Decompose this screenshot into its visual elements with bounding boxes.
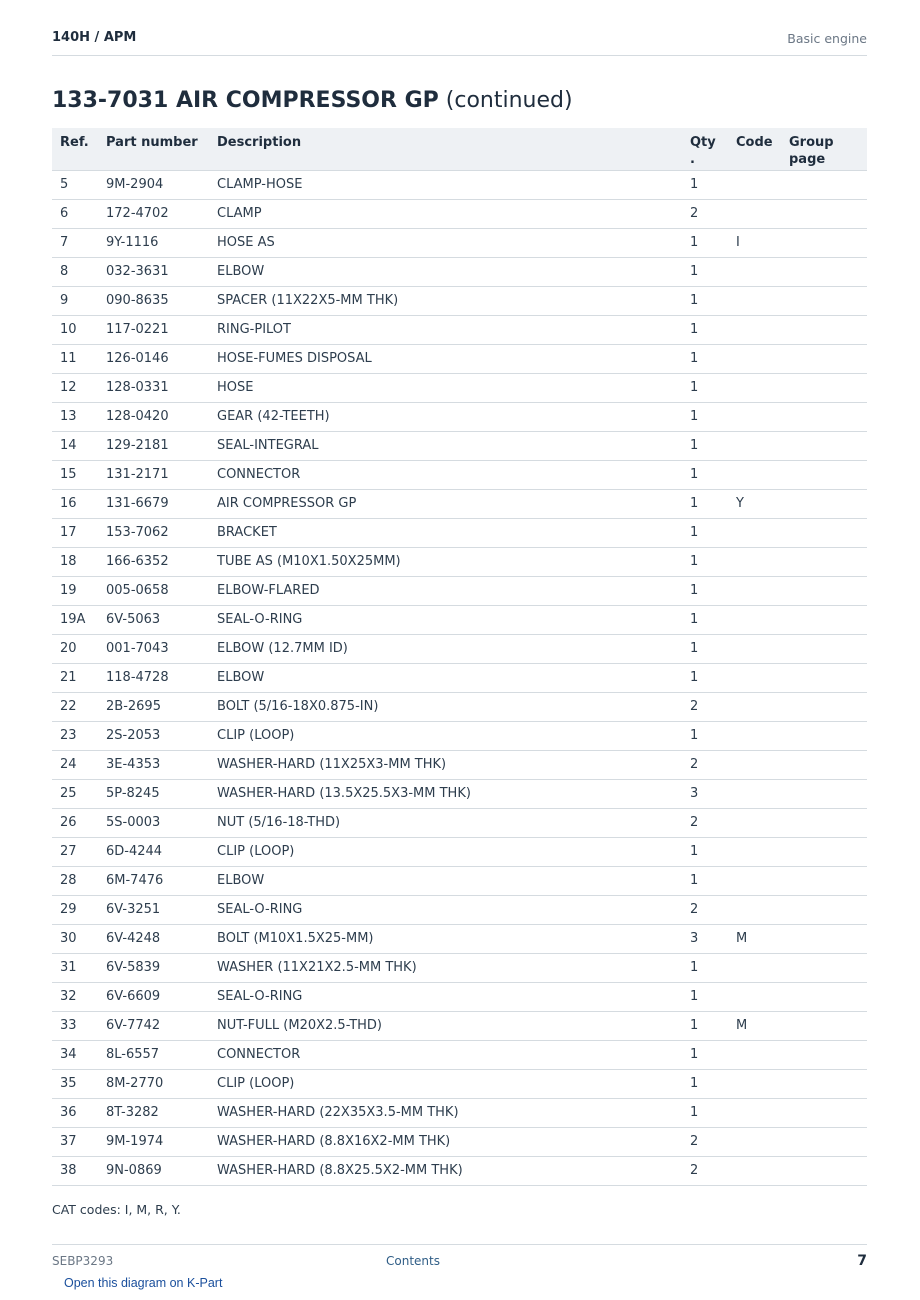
group-page-cell xyxy=(781,489,867,518)
group-page-cell xyxy=(781,837,867,866)
qty-cell: 1 xyxy=(682,866,728,895)
part-number-header: Part number xyxy=(98,128,209,170)
description-cell: WASHER-HARD (22X35X3.5-MM THK) xyxy=(209,1098,682,1127)
group-page-cell xyxy=(781,750,867,779)
code-header: Code xyxy=(728,128,781,170)
code-cell xyxy=(728,1040,781,1069)
description-cell: RING-PILOT xyxy=(209,315,682,344)
ref-cell: 23 xyxy=(52,721,98,750)
code-cell xyxy=(728,1156,781,1185)
code-cell: M xyxy=(728,1011,781,1040)
table-row xyxy=(52,924,867,953)
part-number-cell: 032-3631 xyxy=(98,257,209,286)
qty-cell: 2 xyxy=(682,808,728,837)
part-number-cell: 126-0146 xyxy=(98,344,209,373)
part-number-cell: 117-0221 xyxy=(98,315,209,344)
qty-cell: 2 xyxy=(682,692,728,721)
description-cell: CLIP (LOOP) xyxy=(209,721,682,750)
table-row xyxy=(52,547,867,576)
part-number-cell: 131-6679 xyxy=(98,489,209,518)
code-cell xyxy=(728,170,781,199)
code-cell xyxy=(728,576,781,605)
group-page-cell xyxy=(781,344,867,373)
code-cell xyxy=(728,547,781,576)
qty-cell: 2 xyxy=(682,895,728,924)
part-number-cell: 5S-0003 xyxy=(98,808,209,837)
description-cell: GEAR (42-TEETH) xyxy=(209,402,682,431)
ref-cell: 24 xyxy=(52,750,98,779)
table-row xyxy=(52,460,867,489)
group-page-cell xyxy=(781,721,867,750)
description-cell: SEAL-INTEGRAL xyxy=(209,431,682,460)
table-row xyxy=(52,431,867,460)
parts-table-body xyxy=(52,170,867,1185)
group-page-cell xyxy=(781,663,867,692)
description-cell: BRACKET xyxy=(209,518,682,547)
table-row xyxy=(52,866,867,895)
code-cell xyxy=(728,344,781,373)
assembly-title: 133-7031 AIR COMPRESSOR GP xyxy=(52,88,439,113)
qty-cell: 1 xyxy=(682,721,728,750)
kpart-diagram-link[interactable]: Open this diagram on K-Part xyxy=(64,1276,223,1290)
qty-cell: 1 xyxy=(682,837,728,866)
code-cell xyxy=(728,634,781,663)
qty-cell: 1 xyxy=(682,1098,728,1127)
group-page-cell xyxy=(781,228,867,257)
code-cell xyxy=(728,518,781,547)
group-page-cell xyxy=(781,402,867,431)
ref-cell: 5 xyxy=(52,170,98,199)
part-number-cell: 6V-7742 xyxy=(98,1011,209,1040)
part-number-cell: 090-8635 xyxy=(98,286,209,315)
code-cell xyxy=(728,982,781,1011)
table-row xyxy=(52,808,867,837)
code-cell xyxy=(728,315,781,344)
table-row xyxy=(52,1156,867,1185)
table-row xyxy=(52,257,867,286)
part-number-cell: 6M-7476 xyxy=(98,866,209,895)
ref-cell: 18 xyxy=(52,547,98,576)
description-cell: WASHER-HARD (13.5X25.5X3-MM THK) xyxy=(209,779,682,808)
part-number-cell: 2S-2053 xyxy=(98,721,209,750)
table-row xyxy=(52,779,867,808)
ref-cell: 7 xyxy=(52,228,98,257)
table-row xyxy=(52,663,867,692)
ref-cell: 17 xyxy=(52,518,98,547)
qty-cell: 3 xyxy=(682,924,728,953)
group-page-cell xyxy=(781,982,867,1011)
table-row xyxy=(52,489,867,518)
group-page-cell xyxy=(781,286,867,315)
description-cell: SEAL-O-RING xyxy=(209,605,682,634)
parts-table-header xyxy=(52,128,867,170)
description-cell: SPACER (11X22X5-MM THK) xyxy=(209,286,682,315)
qty-cell: 1 xyxy=(682,663,728,692)
part-number-cell: 172-4702 xyxy=(98,199,209,228)
ref-cell: 14 xyxy=(52,431,98,460)
table-row xyxy=(52,837,867,866)
code-cell xyxy=(728,692,781,721)
ref-cell: 19 xyxy=(52,576,98,605)
group-page-cell xyxy=(781,170,867,199)
qty-cell: 1 xyxy=(682,373,728,402)
qty-cell: 2 xyxy=(682,750,728,779)
ref-header: Ref. xyxy=(52,128,98,170)
group-page-cell xyxy=(781,199,867,228)
code-cell xyxy=(728,808,781,837)
description-cell: ELBOW (12.7MM ID) xyxy=(209,634,682,663)
part-number-cell: 153-7062 xyxy=(98,518,209,547)
group-page-cell xyxy=(781,1098,867,1127)
description-cell: HOSE AS xyxy=(209,228,682,257)
part-number-cell: 6V-5839 xyxy=(98,953,209,982)
description-cell: NUT-FULL (M20X2.5-THD) xyxy=(209,1011,682,1040)
code-cell xyxy=(728,257,781,286)
qty-cell: 2 xyxy=(682,1127,728,1156)
code-cell xyxy=(728,373,781,402)
group-page-cell xyxy=(781,924,867,953)
table-row xyxy=(52,750,867,779)
code-cell xyxy=(728,895,781,924)
group-page-cell xyxy=(781,953,867,982)
group-page-cell xyxy=(781,373,867,402)
part-number-cell: 9M-1974 xyxy=(98,1127,209,1156)
ref-cell: 33 xyxy=(52,1011,98,1040)
page-number: 7 xyxy=(857,1253,867,1269)
table-row xyxy=(52,692,867,721)
group-page-cell xyxy=(781,576,867,605)
table-row xyxy=(52,286,867,315)
qty-cell: 1 xyxy=(682,431,728,460)
description-cell: BOLT (M10X1.5X25-MM) xyxy=(209,924,682,953)
ref-cell: 10 xyxy=(52,315,98,344)
part-number-cell: 6D-4244 xyxy=(98,837,209,866)
description-cell: SEAL-O-RING xyxy=(209,982,682,1011)
part-number-cell: 8M-2770 xyxy=(98,1069,209,1098)
breadcrumb: 140H / APM xyxy=(52,30,137,45)
code-cell xyxy=(728,286,781,315)
group-page-cell xyxy=(781,808,867,837)
code-cell xyxy=(728,1098,781,1127)
part-number-cell: 6V-3251 xyxy=(98,895,209,924)
part-number-cell: 166-6352 xyxy=(98,547,209,576)
table-row xyxy=(52,634,867,663)
group-page-cell xyxy=(781,257,867,286)
group-page-cell xyxy=(781,518,867,547)
table-row xyxy=(52,199,867,228)
ref-cell: 32 xyxy=(52,982,98,1011)
ref-cell: 20 xyxy=(52,634,98,663)
table-row xyxy=(52,518,867,547)
qty-cell: 1 xyxy=(682,605,728,634)
ref-cell: 25 xyxy=(52,779,98,808)
description-cell: HOSE-FUMES DISPOSAL xyxy=(209,344,682,373)
qty-header: Qty . xyxy=(682,128,728,170)
code-cell xyxy=(728,1127,781,1156)
description-cell: WASHER-HARD (8.8X25.5X2-MM THK) xyxy=(209,1156,682,1185)
qty-cell: 1 xyxy=(682,576,728,605)
document-id: SEBP3293 xyxy=(52,1254,114,1268)
description-cell: CONNECTOR xyxy=(209,1040,682,1069)
group-page-cell xyxy=(781,692,867,721)
qty-cell: 1 xyxy=(682,982,728,1011)
description-cell: ELBOW-FLARED xyxy=(209,576,682,605)
description-cell: BOLT (5/16-18X0.875-IN) xyxy=(209,692,682,721)
group-page-cell xyxy=(781,431,867,460)
table-row xyxy=(52,1127,867,1156)
description-cell: ELBOW xyxy=(209,257,682,286)
table-row xyxy=(52,953,867,982)
part-number-cell: 128-0420 xyxy=(98,402,209,431)
ref-cell: 36 xyxy=(52,1098,98,1127)
ref-cell: 19A xyxy=(52,605,98,634)
code-cell xyxy=(728,663,781,692)
table-row xyxy=(52,1040,867,1069)
ref-cell: 34 xyxy=(52,1040,98,1069)
code-cell xyxy=(728,750,781,779)
description-cell: ELBOW xyxy=(209,866,682,895)
ref-cell: 22 xyxy=(52,692,98,721)
table-row xyxy=(52,170,867,199)
qty-cell: 1 xyxy=(682,402,728,431)
part-number-cell: 9Y-1116 xyxy=(98,228,209,257)
group-page-cell xyxy=(781,1040,867,1069)
code-cell xyxy=(728,779,781,808)
ref-cell: 13 xyxy=(52,402,98,431)
table-row xyxy=(52,373,867,402)
table-row xyxy=(52,576,867,605)
table-row xyxy=(52,344,867,373)
table-row xyxy=(52,1098,867,1127)
description-cell: CLAMP-HOSE xyxy=(209,170,682,199)
code-cell xyxy=(728,1069,781,1098)
part-number-cell: 8L-6557 xyxy=(98,1040,209,1069)
qty-cell: 1 xyxy=(682,518,728,547)
table-row xyxy=(52,1011,867,1040)
title-continued: (continued) xyxy=(445,88,573,113)
qty-cell: 1 xyxy=(682,547,728,576)
ref-cell: 27 xyxy=(52,837,98,866)
qty-cell: 1 xyxy=(682,1069,728,1098)
section-label: Basic engine xyxy=(787,31,867,46)
ref-cell: 26 xyxy=(52,808,98,837)
code-cell xyxy=(728,721,781,750)
qty-cell: 1 xyxy=(682,228,728,257)
group-page-cell xyxy=(781,1069,867,1098)
code-cell xyxy=(728,866,781,895)
code-cell xyxy=(728,431,781,460)
ref-cell: 38 xyxy=(52,1156,98,1185)
description-cell: WASHER-HARD (8.8X16X2-MM THK) xyxy=(209,1127,682,1156)
group-page-cell xyxy=(781,779,867,808)
qty-cell: 2 xyxy=(682,1156,728,1185)
code-cell: I xyxy=(728,228,781,257)
qty-cell: 1 xyxy=(682,634,728,663)
table-row xyxy=(52,605,867,634)
description-cell: CLIP (LOOP) xyxy=(209,1069,682,1098)
part-number-cell: 5P-8245 xyxy=(98,779,209,808)
part-number-cell: 118-4728 xyxy=(98,663,209,692)
page-header xyxy=(52,28,867,56)
part-number-cell: 6V-6609 xyxy=(98,982,209,1011)
code-cell: Y xyxy=(728,489,781,518)
table-row xyxy=(52,982,867,1011)
ref-cell: 28 xyxy=(52,866,98,895)
description-cell: NUT (5/16-18-THD) xyxy=(209,808,682,837)
group-page-cell xyxy=(781,460,867,489)
group-page-cell xyxy=(781,605,867,634)
description-cell: CLIP (LOOP) xyxy=(209,837,682,866)
qty-cell: 1 xyxy=(682,953,728,982)
part-number-cell: 9N-0869 xyxy=(98,1156,209,1185)
parts-table xyxy=(52,128,867,1186)
table-row xyxy=(52,402,867,431)
ref-cell: 15 xyxy=(52,460,98,489)
ref-cell: 12 xyxy=(52,373,98,402)
ref-cell: 31 xyxy=(52,953,98,982)
code-cell xyxy=(728,460,781,489)
group-page-header: Group page xyxy=(781,128,867,170)
code-cell: M xyxy=(728,924,781,953)
part-number-cell: 2B-2695 xyxy=(98,692,209,721)
description-cell: AIR COMPRESSOR GP xyxy=(209,489,682,518)
group-page-cell xyxy=(781,1156,867,1185)
ref-cell: 30 xyxy=(52,924,98,953)
table-row xyxy=(52,228,867,257)
table-row xyxy=(52,721,867,750)
qty-cell: 1 xyxy=(682,170,728,199)
description-cell: SEAL-O-RING xyxy=(209,895,682,924)
part-number-cell: 129-2181 xyxy=(98,431,209,460)
part-number-cell: 128-0331 xyxy=(98,373,209,402)
part-number-cell: 6V-4248 xyxy=(98,924,209,953)
description-cell: WASHER (11X21X2.5-MM THK) xyxy=(209,953,682,982)
description-cell: HOSE xyxy=(209,373,682,402)
code-cell xyxy=(728,837,781,866)
cat-codes-note: CAT codes: I, M, R, Y. xyxy=(52,1202,181,1217)
code-cell xyxy=(728,953,781,982)
group-page-cell xyxy=(781,1011,867,1040)
qty-cell: 2 xyxy=(682,199,728,228)
page-title xyxy=(52,88,573,113)
ref-cell: 6 xyxy=(52,199,98,228)
group-page-cell xyxy=(781,634,867,663)
description-cell: CONNECTOR xyxy=(209,460,682,489)
qty-cell: 1 xyxy=(682,344,728,373)
description-cell: ELBOW xyxy=(209,663,682,692)
code-cell xyxy=(728,199,781,228)
ref-cell: 37 xyxy=(52,1127,98,1156)
description-cell: WASHER-HARD (11X25X3-MM THK) xyxy=(209,750,682,779)
qty-cell: 1 xyxy=(682,286,728,315)
part-number-cell: 001-7043 xyxy=(98,634,209,663)
ref-cell: 8 xyxy=(52,257,98,286)
group-page-cell xyxy=(781,315,867,344)
part-number-cell: 3E-4353 xyxy=(98,750,209,779)
qty-cell: 1 xyxy=(682,315,728,344)
qty-cell: 1 xyxy=(682,489,728,518)
qty-cell: 1 xyxy=(682,257,728,286)
group-page-cell xyxy=(781,895,867,924)
qty-cell: 1 xyxy=(682,1011,728,1040)
qty-cell: 1 xyxy=(682,460,728,489)
ref-cell: 21 xyxy=(52,663,98,692)
group-page-cell xyxy=(781,547,867,576)
table-row xyxy=(52,315,867,344)
code-cell xyxy=(728,402,781,431)
contents-link[interactable]: Contents xyxy=(386,1254,440,1268)
qty-cell: 1 xyxy=(682,1040,728,1069)
group-page-cell xyxy=(781,1127,867,1156)
group-page-cell xyxy=(781,866,867,895)
part-number-cell: 9M-2904 xyxy=(98,170,209,199)
part-number-cell: 8T-3282 xyxy=(98,1098,209,1127)
ref-cell: 16 xyxy=(52,489,98,518)
description-header: Description xyxy=(209,128,682,170)
page-footer xyxy=(52,1244,867,1275)
ref-cell: 11 xyxy=(52,344,98,373)
part-number-cell: 131-2171 xyxy=(98,460,209,489)
table-row xyxy=(52,895,867,924)
description-cell: TUBE AS (M10X1.50X25MM) xyxy=(209,547,682,576)
ref-cell: 29 xyxy=(52,895,98,924)
table-row xyxy=(52,1069,867,1098)
ref-cell: 9 xyxy=(52,286,98,315)
qty-cell: 3 xyxy=(682,779,728,808)
code-cell xyxy=(728,605,781,634)
part-number-cell: 005-0658 xyxy=(98,576,209,605)
description-cell: CLAMP xyxy=(209,199,682,228)
part-number-cell: 6V-5063 xyxy=(98,605,209,634)
ref-cell: 35 xyxy=(52,1069,98,1098)
